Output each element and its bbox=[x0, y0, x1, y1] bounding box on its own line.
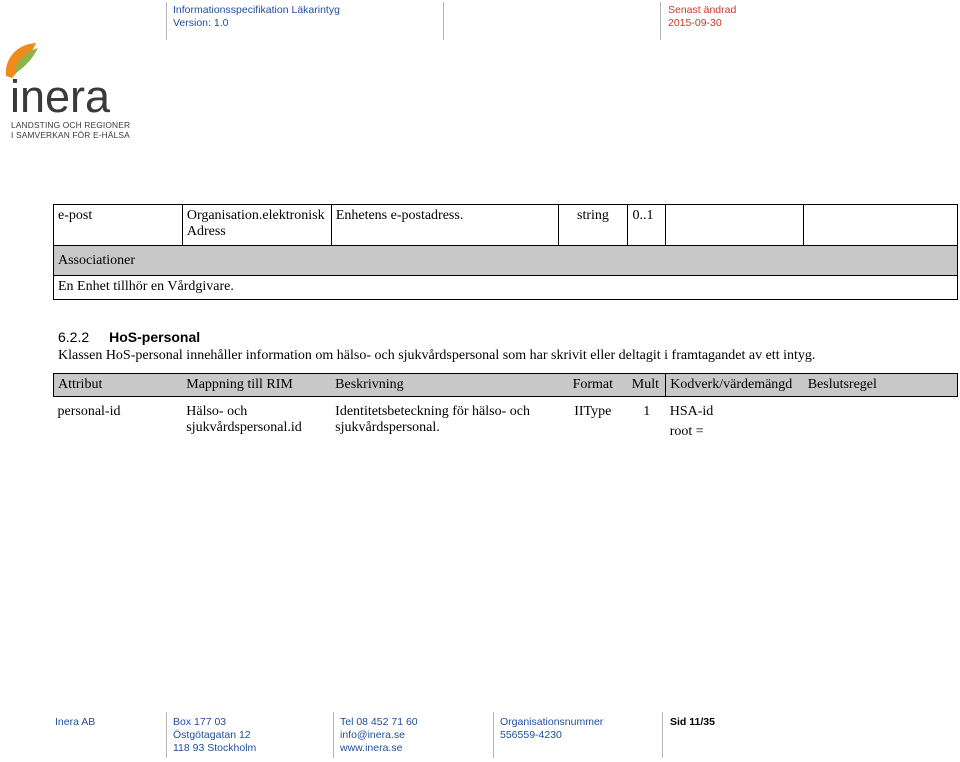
logo-tagline-1: LANDSTING OCH REGIONER bbox=[11, 120, 131, 130]
cell-beskrivning bbox=[331, 397, 558, 444]
mappning-line-2: sjukvårdspersonal.id bbox=[186, 420, 302, 435]
assoc-header-row bbox=[54, 246, 958, 276]
cell-format: IIType bbox=[574, 404, 612, 419]
company-name: Inera AB bbox=[55, 716, 96, 728]
footer-contact bbox=[340, 716, 418, 755]
beskrivning-line-1: Identitetsbeteckning för hälso- och bbox=[335, 404, 530, 419]
mappning-line-2: Adress bbox=[186, 224, 226, 239]
col-header-mult: Mult bbox=[628, 374, 666, 397]
col-header-beskrivning: Beskrivning bbox=[331, 374, 558, 397]
col-header-attribut: Attribut bbox=[54, 374, 183, 397]
table-row bbox=[54, 397, 958, 444]
kodverk-line-1: HSA-id bbox=[669, 404, 714, 419]
cell-beslutsregel bbox=[804, 205, 958, 246]
footer-divider-1 bbox=[166, 712, 167, 758]
header-divider-left bbox=[166, 2, 167, 40]
doc-title: Informationsspecifikation Läkarintyg bbox=[173, 4, 340, 16]
cell-kodverk bbox=[666, 397, 804, 444]
address-line-2: Östgötagatan 12 bbox=[173, 729, 251, 741]
footer-divider-2 bbox=[333, 712, 334, 758]
footer-org bbox=[500, 716, 603, 742]
email-link[interactable]: info@inera.se bbox=[340, 729, 405, 741]
col-header-beslutsregel: Beslutsregel bbox=[804, 374, 958, 397]
col-header-format: Format bbox=[558, 374, 628, 397]
cell-mappning bbox=[182, 397, 331, 444]
table-header-row bbox=[54, 374, 958, 397]
address-line-3: 118 93 Stockholm bbox=[173, 742, 257, 754]
section-number: 6.2.2 bbox=[58, 329, 90, 345]
cell-attribut: e-post bbox=[54, 205, 183, 246]
col-header-kodverk: Kodverk/värdemängd bbox=[666, 374, 804, 397]
kodverk-line-2: root = bbox=[669, 424, 704, 439]
changed-label: Senast ändrad bbox=[668, 4, 737, 16]
changed-date: 2015-09-30 bbox=[668, 17, 722, 29]
header-doc-info bbox=[173, 4, 340, 30]
phone-number: Tel 08 452 71 60 bbox=[340, 716, 418, 728]
cell-mult: 1 bbox=[643, 404, 651, 419]
footer-address bbox=[173, 716, 256, 755]
address-line-1: Box 177 03 bbox=[173, 716, 227, 728]
logo-wordmark: inera bbox=[10, 71, 111, 120]
cell-mappning bbox=[182, 205, 331, 246]
mappning-line-1: Hälso- och bbox=[186, 404, 248, 419]
assoc-text: En Enhet tillhör en Vårdgivare. bbox=[54, 276, 958, 300]
col-header-mappning: Mappning till RIM bbox=[182, 374, 331, 397]
web-link[interactable]: www.inera.se bbox=[340, 742, 403, 754]
cell-beskrivning: Enhetens e-postadress. bbox=[331, 205, 558, 246]
cell-attribut: personal-id bbox=[57, 404, 121, 419]
beskrivning-line-2: sjukvårdspersonal. bbox=[335, 420, 440, 435]
inera-logo bbox=[2, 40, 132, 142]
section-title: HoS-personal bbox=[109, 329, 201, 345]
cell-beslutsregel bbox=[804, 397, 958, 444]
org-number: 556559-4230 bbox=[500, 729, 562, 741]
footer-company bbox=[55, 716, 95, 729]
cell-kodverk bbox=[666, 205, 804, 246]
cell-mult: 0..1 bbox=[628, 205, 666, 246]
doc-version: Version: 1.0 bbox=[173, 17, 229, 29]
footer-divider-3 bbox=[493, 712, 494, 758]
header-divider-mid bbox=[443, 2, 444, 40]
logo-tagline-2: I SAMVERKAN FÖR E-HÄLSA bbox=[11, 130, 130, 140]
section-heading bbox=[58, 329, 200, 347]
mappning-line-1: Organisation.elektronisk bbox=[186, 208, 325, 223]
cell-format: string bbox=[558, 205, 628, 246]
page-number: Sid 11/35 bbox=[670, 716, 715, 728]
assoc-header: Associationer bbox=[54, 246, 958, 276]
org-label: Organisationsnummer bbox=[500, 716, 604, 728]
footer-divider-4 bbox=[662, 712, 663, 758]
section-description: Klassen HoS-personal innehåller information om hälso- och sjukvårdspersonal som har skrivit eller deltagit i framtagandet av ett intyg. bbox=[58, 348, 816, 363]
inera-logo-mark bbox=[2, 40, 132, 120]
header-divider-right bbox=[660, 2, 661, 40]
header-changed-info bbox=[668, 4, 736, 30]
enhet-attribute-table bbox=[53, 204, 958, 300]
table-row bbox=[54, 205, 958, 246]
assoc-text-row bbox=[54, 276, 958, 300]
hos-personal-attribute-table bbox=[53, 373, 958, 443]
